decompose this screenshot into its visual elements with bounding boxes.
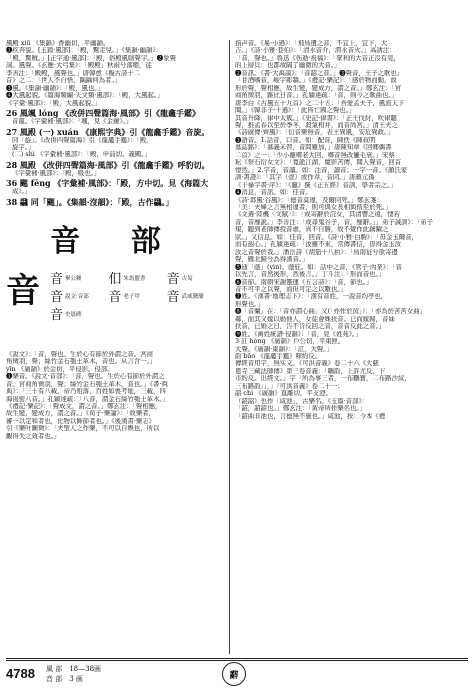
text-line: 《干祿字書·序》：「《蠶》撰《正五經》音訓，學者宗之。」 — [235, 181, 397, 189]
text-line: 《字彙·風部》：「殿，大風起貌。」 — [6, 99, 101, 107]
form-label: 說文·音部 — [65, 294, 89, 301]
text-line: 狀。」又信息。如：佳音，回音。《詩·小雅·白駒》：「毋金玉爾音， — [235, 233, 418, 241]
text-line: 商角徵羽，雜比日音。」孔穎達疏：「音，則今之歌曲也。」 — [235, 92, 398, 100]
text-line: 「韶，韶韶也。」鄭玄注：「黃帝所作樂名也。」 — [235, 405, 366, 413]
text-line: 訓·書證》：「其字（壹）或作韋，音同。」唐顏元孫 — [235, 174, 375, 182]
text-line: 觀得失之效者也。」 — [6, 432, 61, 440]
text-line: 耘《祭石衍女文》：「寬詭江湖，慶影苦傳，聞人聲音，回首 — [235, 159, 402, 167]
entry-36: 36 颸 fēng 《字彙補·風部》：「殿，方中切。見《海篇大 — [6, 178, 209, 189]
text-line: 汝之音聲於我。」潘岳詩《胡笳十八拍》：「鳥南征兮欲寄邊 — [235, 248, 398, 256]
text-line: 引《樂叶圖徵》：「夫聖人之作樂，不可以自娛也，所以 — [6, 425, 160, 433]
text-line: 韶 chì 《廣韻》直離切，平支澄。 — [235, 390, 332, 398]
form-item — [50, 291, 108, 305]
form-glyph: 㐰 — [108, 271, 122, 287]
text-line: 以先言，音然後形，然後言。」丁斗注：「形而音也。」 — [235, 271, 386, 279]
form-label: 古匋 — [181, 276, 193, 283]
text-line: （韶韶）也作「咸池」，古樂名。《玉篇·音部》： — [235, 397, 369, 405]
publisher-seal — [222, 662, 246, 686]
form-item — [167, 291, 225, 305]
text-line: ❶樂音。《說文·音部》：「音，聲也。生於心有節於外謂之 — [6, 373, 165, 381]
footer-rule — [6, 658, 468, 659]
text-line: 聲，雁北歸兮為得漢音。」 — [235, 256, 309, 264]
text-line: 李善注：「殿殿，風聲也。」唐韓愈《擬古詩十二 — [6, 69, 141, 77]
text-line: 《詩廣傳·齊風》：「衍音樂無音，表王異風，安危異政。」 — [235, 129, 394, 137]
text-line: 恩寺三藏法師傳》第三卷音義：「鵰韵，上許尤反，下 — [235, 367, 386, 375]
text-line: 「韶曲非池也，言德無不施也。」咸池，按：今本《禮 — [235, 412, 386, 420]
entry-27-text-2: 旋字。」 — [12, 143, 35, 151]
text-line: ❽「音蘭」在：「音亦謂心曲」又(「亦作於茵」）：「亦為於苦苦女曲」 — [235, 308, 426, 316]
form-label: 史晨碑 — [65, 312, 82, 319]
text-line: 「美：夫婦之言無相違者，則可與女長相與偕至於死。」 — [235, 203, 392, 211]
form-label: 老子甲 — [123, 294, 140, 301]
text-line: 3 訌 hóng 《廣韻》戶公切，平東匣。 — [235, 338, 345, 346]
text-line: 海遏密八音。」孔穎達疏：「八音，謂金石絲竹匏土革木。」 — [6, 395, 169, 403]
form-item — [50, 273, 108, 287]
footer-radical-line-1: 風 部 18—38画 — [46, 665, 102, 673]
text-line: ❼姓。《漢書·地理志下》：「漢有音姓，一說音均亭也， — [235, 293, 388, 301]
form-glyph: 音 — [108, 289, 122, 305]
text-line: 音不可平之以聲，而但可定之以數也。」 — [235, 285, 347, 293]
section-title: 音 部 — [50, 223, 181, 259]
text-line: 形聲也。」 — [235, 300, 264, 308]
text-line: 《禮記·樂記》：「聲成文，謂之音。」鄭玄注：「聲相應， — [6, 402, 162, 410]
text-line: ❻音節。南朝宋謝靈運《五言詩》：「音，節也。」 — [235, 278, 373, 286]
text-line: ❹大風起貌。《篇海類編·天文類·風部》：「殿，大風起。」 — [6, 92, 164, 100]
text-line: 而有遐心。」孔穎達疏：「汝雖不來，常傳書信，毋得金玉汝 — [235, 241, 402, 249]
text-line: 墓誌銘》：「慕義未習，音問難加，」唐陳知章《回鄉偶書 — [235, 144, 392, 152]
form-item — [50, 309, 108, 323]
text-line: 首》之二：「世人不自悟，踽踽何為者。」 — [6, 77, 122, 85]
text-line: 鄰，而其又嫁以婚他人，女徒會姝扶音。已而嫁歸，音妹 — [235, 315, 395, 323]
entry-27: 27 風殿 (一) xuán 《康熙字典》引《龍龕手鑑》音旋。 — [6, 126, 210, 137]
text-line: 「殿，驚賊。」[正字通·風部]：「殿，俗殿風嗐聲字。」❷象聲 — [6, 54, 176, 62]
text-line: 《文選·陸機〈文賦〉》：「或寄辭於浣女，其清響之遠，悽若 — [235, 211, 400, 219]
text-line: 悽然。」2.字音，音讀。如：注音，讀音；一字一音。《顏氏家 — [235, 166, 408, 174]
form-glyph: 音 — [50, 289, 64, 305]
text-line: 典》：「三十有八載，帝乃殂落，百姓如喪考妣，三載，四 — [6, 388, 166, 396]
page-footer — [6, 662, 468, 686]
left-top-entries — [6, 40, 225, 107]
text-line: 大聲。《廣韻·東韻》：「訌，大聲。」 — [235, 345, 333, 353]
form-label: 武威醫簡 — [181, 294, 204, 301]
form-item — [108, 273, 166, 287]
entry-27-text: 同「旋」。《改併四聲篇海》引《龍龕手鑑》：「殿， — [12, 136, 153, 144]
seal-text: 辭 — [229, 670, 239, 681]
text-line: 審一以定和者也，比物以飾節者也。」《後漢書·樂志》 — [6, 417, 156, 425]
text-line: 音，音靡訛。」李善注：「或尋鬼谷子，音，靡辭。」」弟子誠訓》：「弟子 — [235, 218, 434, 226]
text-line: 「甘酒嗜音，峻宇彫牆。」《禮記·樂記》：「感於物而動，故 — [235, 77, 397, 85]
entry-26-text: 音龍。《字彙補·風部》：「颯，見《金鏡》。」 — [12, 118, 133, 126]
text-line: ❾姓。《萬姓統譜·侵韻》：「音，見《姓苑》。」 — [235, 330, 362, 338]
entry-38: 38 飝 同「颸」。《集韻·沒韻》：「殿，古作飝。」 — [6, 196, 174, 207]
text-line: 角徵羽，聲；絲竹金石匏土革木，音也。从言含一。」 — [6, 358, 157, 366]
character-forms — [6, 270, 225, 345]
text-line: 傳經音用字，無实义。《可洪音義》卷二十六《大慈 — [235, 360, 379, 368]
form-label: 朱馬盟書 — [123, 276, 146, 283]
text-line: 扶音，已婚之日，告不肯反回之音，音音反此之音。」 — [235, 323, 386, 331]
entry-26: 26 風颯 lóng 《改併四聲篇海·風部》引《龍龕手鑑》 — [6, 108, 201, 119]
text-line: 聞。」《韓非子·十過》：「此皆亡國之聲也。」 — [235, 107, 356, 115]
text-line: 唐李白《古風五十九首》之二十五：「吾愛孟夫子，風流天下 — [235, 99, 405, 107]
text-line: 二首》之一：「少小離鄉老大回，鄉音無改鬢毛衰。」宋蔡 — [235, 151, 395, 159]
text-line: 的上層貝：也都故隔了幽微的大音。」 — [235, 62, 341, 70]
form-item — [108, 291, 166, 305]
text-line: 故生變，變成方，謂之音。」《荀子·樂論》：「故樂者， — [6, 410, 155, 418]
form-label: 畢公鍾 — [65, 276, 82, 283]
headword-char: 音 — [6, 270, 40, 311]
text-line: ❸風。《集韻·幽韻》：「殿，風也。」 — [6, 84, 104, 92]
form-glyph: 音 — [166, 271, 180, 287]
text-line: ❹消息，音訊。如：佳音。 — [235, 189, 312, 197]
text-line: ❷音訊。《書·大禹謨》：「音韶之音。」❸聲音，王子之歌也」 — [235, 69, 404, 77]
text-line: 韵 bāo 《龍龕手鑑》釋約反。 — [235, 353, 322, 361]
right-column — [235, 40, 468, 656]
text-line: 形於聲，聲相應，故生變，變成方，謂之音。」鄭玄注：「宮 — [235, 84, 402, 92]
text-line: 聲，推孟春以至於季冬，殺氣相并，而音尚宮。」清王夫之 — [235, 121, 398, 129]
column-divider — [229, 40, 230, 654]
form-list — [50, 273, 225, 323]
text-line: ❸語音。1.話音，口音。如：配音，陳佚《陳叔明 — [235, 136, 376, 144]
text-line: 《說文》：「音，聲也。生於心有節於外謂之音。宮商 — [6, 350, 153, 358]
text-line: 音。宮商角徵羽，聲；絲竹金石匏土革木，音也。」《書·舜 — [6, 380, 168, 388]
entry-28: 28 風殿 《改併四聲篇海·風部》引《龍龕手鑑》呼豹切。 — [6, 159, 210, 170]
text-line: 指声音。《易·小過》：「飛鳥遺之音，不宜上，宜下，大 — [235, 40, 388, 47]
text-line: ❺通「蔭」(yìn)。蔭庇。如：話中之音，《管子·內業》：「音 — [235, 263, 402, 271]
text-line: 其音升降，律中太簇。」《史記·律書》：「正王伐紂，吹律聽 — [235, 114, 397, 122]
form-glyph: 音 — [50, 307, 64, 323]
entry-27-text-3: (二) shì 《字彙補·風部》：「殿，申前切。義闕。」 — [12, 151, 151, 159]
entry-36-text: 成》。」 — [12, 188, 32, 196]
text-line: 吉。」《詩·小雅·巷伯》：「清水音介，渭水音火。」高誘注： — [235, 47, 396, 55]
text-line: 「音，聲也。」魯迅《伤逝·祝福》：「眾利的大音正沒有見， — [235, 54, 400, 62]
text-line: ❶疾奔貌。[玉篇·風部]：「殿，驚走兒。」《集韻·幽韻》： — [6, 47, 163, 55]
footer-rule-2 — [6, 660, 468, 661]
text-line: 詞。風聲。《玄應·大弓集》：「殿殿」秋雨兮落嗯，徒 — [6, 62, 152, 70]
left-bottom-entries — [6, 351, 225, 440]
form-glyph: 音 — [166, 289, 180, 305]
left-column — [6, 40, 225, 656]
text-line: 規，聽到老師傳授音虐，真不自勝，故不覺作此踴躍之 — [235, 226, 389, 234]
text-line: 風殿 xiū 《集韻》香幽切，平幽韻。 — [6, 40, 110, 47]
entry-28-text: 《字彙補·風部》：「殿，吸也。」 — [12, 169, 101, 177]
text-line: 《詩·邶風·谷風》：「德音莫違，及爾同死。」鄭玄箋： — [235, 196, 383, 204]
page-number: 4788 — [6, 666, 35, 681]
form-item — [167, 273, 225, 287]
text-line: 市約反。出經文。」字「所為事三者，一布鵬寶，二布路沙紋， — [235, 375, 411, 383]
form-glyph: 音 — [50, 271, 64, 287]
text-line: yīn 《廣韻》於金切，平侵影。侵部。 — [6, 365, 114, 373]
footer-radical-line-2: 音 部 3 画 — [46, 675, 83, 683]
text-line: 三布路韵」」，」『可洪音義》卷二十一： — [235, 382, 344, 390]
